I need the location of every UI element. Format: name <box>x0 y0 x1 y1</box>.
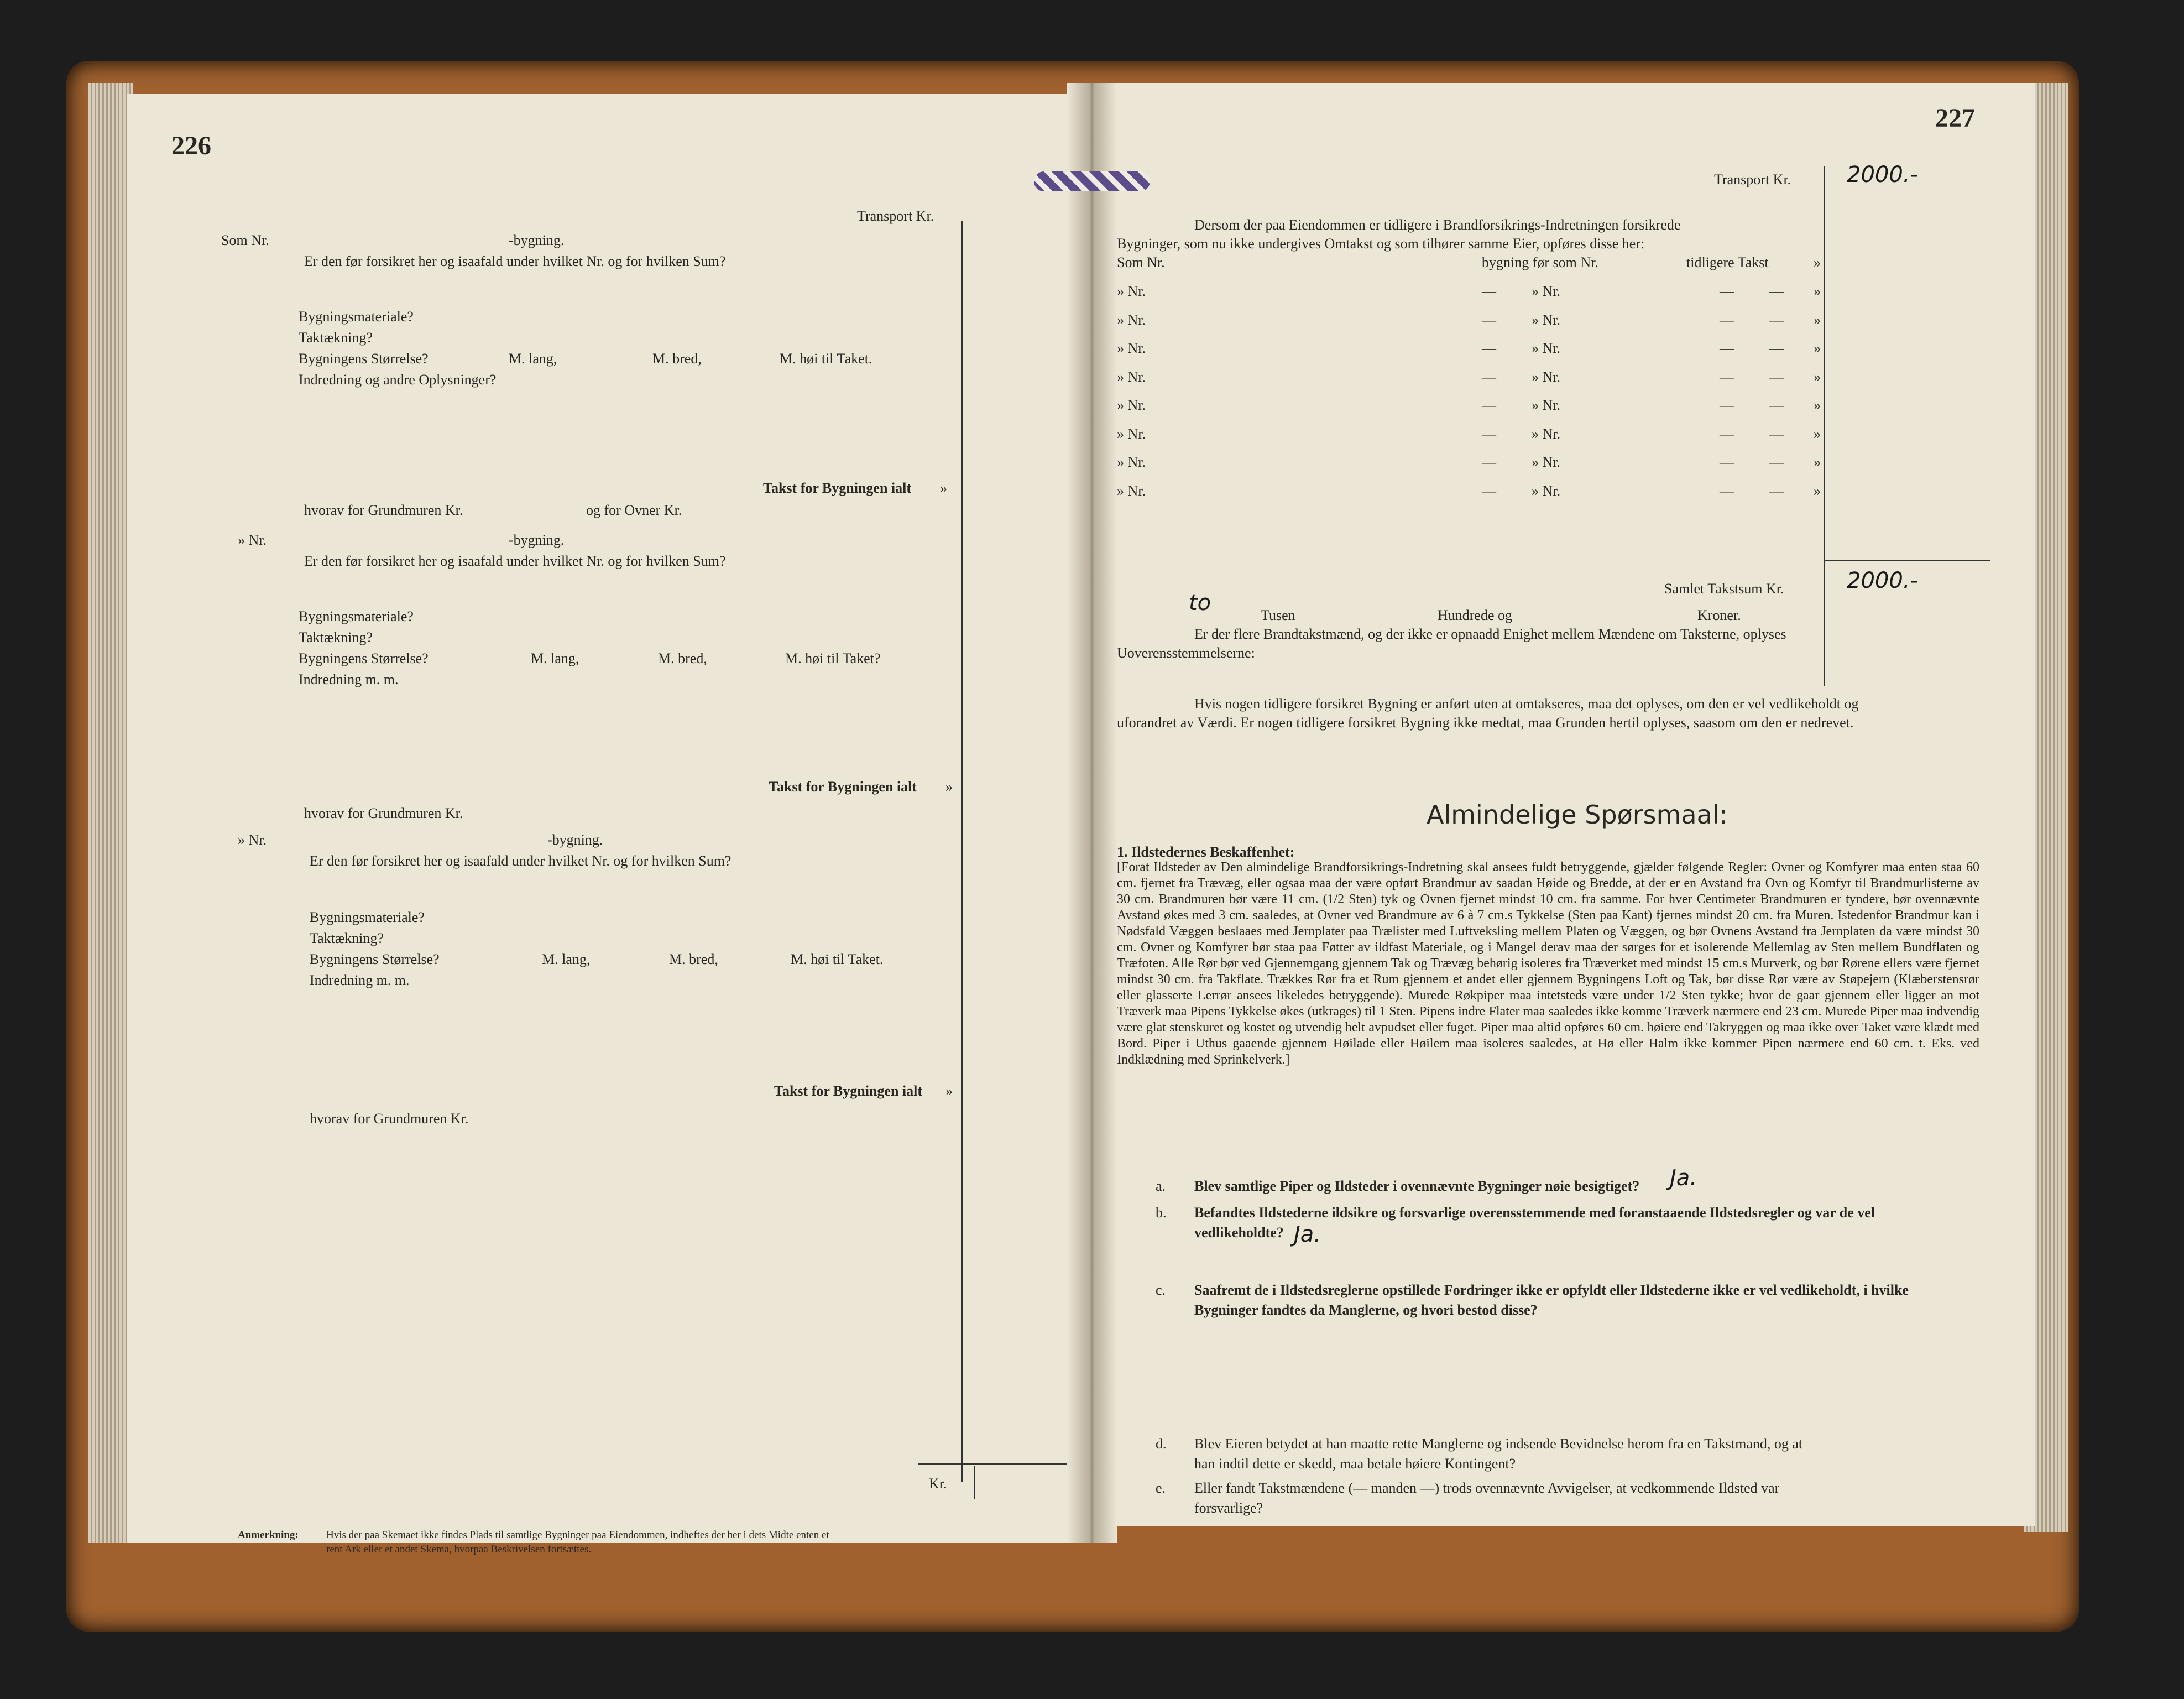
row-dash-3: — <box>1769 283 1784 299</box>
entry3-height: M. høi til Taket. <box>791 951 884 967</box>
entry2-material: Bygningsmateriale? <box>299 608 414 624</box>
samlet-rule <box>1825 560 1990 561</box>
row-dash-3: — <box>1769 368 1784 385</box>
row-nr-2: » Nr. <box>1532 454 1560 470</box>
row-nr: » Nr. <box>1117 368 1146 385</box>
entry2-roof: Taktækning? <box>299 629 373 645</box>
qa-label: a. <box>1156 1178 1166 1194</box>
qe-line2: forsvarlige? <box>1194 1500 1263 1516</box>
kr-total-label: Kr. <box>929 1476 947 1492</box>
row-nr: » Nr. <box>1117 283 1146 299</box>
row-dash-2: — <box>1720 482 1734 499</box>
qc-line1: Saafremt de i Ildstedsreglerne opstillede Fordringer ikke er opfyldt eller Ildstederne ikke er vel vedlikeholdt, i hvilke <box>1194 1282 1909 1298</box>
left-page <box>127 94 1089 1555</box>
row-nr: » Nr. <box>1117 425 1146 442</box>
row-dash-1: — <box>1482 397 1496 413</box>
row-dash-2: — <box>1720 283 1734 299</box>
sum-column-rule-2 <box>974 1466 975 1499</box>
entry1-takst: Takst for Bygningen ialt <box>763 480 912 496</box>
row-nr: » Nr. <box>1117 311 1146 328</box>
row-dash-2: — <box>1720 454 1734 470</box>
entry2-height: M. høi til Taket? <box>785 650 881 666</box>
q1-rules-text: [Forat Ildsteder av Den almindelige Brandforsikrings-Indretning skal ansees fuldt betryggende, gjælder følgende Regler: Ovner og Komfyrer maa enten staa 60 cm. fjernet fra Trævæg, eller ogsaa maa der være opført Brandmur av saadan Høide og Bredde, at der er en Avstand fra Ovn og Komfyr til Brandmurlisterne av 30 cm. Brandmuren bør være 11 cm. (1/2 Sten) tyk og Ovnen fjernet mindst 10 cm. fra samme. For hver Centimeter Brandmuren er tyndere, bør ovennævnte Avstand økes med 3 cm. saaledes, at Ovner ved Brandmure av 6 à 7 cm.s Tykkelse (Sten paa Kant) fjernes mindst 20 cm. fra Muren. Istedenfor Brandmur kan i Nødsfald Væggen beslaaes med Jernplater paa Trælister med Luftveksling mellem Platen og Væggen, og bør Ovnens Avstand fra Jernplaten da være mindst 30 cm. Ovner og Komfyrer bør staa paa Føtter av ildfast Materiale, og i Mangel derav maa der sørges for et isolerende Mellemlag av Sten mellem Bundflaten og Træfoten. Alle Rør bør ved Gjennemgang gjennem Tak og Trævæg behørig isoleres fra Træverket med mindst 15 cm.s Murverk, og bør Rørene ellers være fjernet mindst 30 cm. fra Takflate. Trækkes Rør fra et Rum gjennem et andet eller gjennem Bygningens Loft og Tak, bør disse Rør være av Støpejern (Klæberstensrør eller glasserte Lerrør ansees likeledes betryggende). Murede Røkpiper maa intetsteds være under 1/2 Sten tykke; hvor de gaar gjennem eller ligger an mot Træverk maa Pipens Tykkelse økes (utkrages) til 1 Sten. Pipens indre Flater maa saaledes ikke komme Træverk nærmere end 23 cm. Murede Piper maa indvendig være glat stenskuret og kostet og utvendig helt avpudset eller fuget. Piper maa altid opføres 60 cm. høiere end Takryggen og maa ikke over Taket være klædt med Bord. Piper i Uthus gaaende gjennem Høilade eller Høilem maa isoleres saaledes, at Hø eller Halm ikke kommer Pipen nærmere end 60 cm. t. Eks. ved Indklædning med Sprinkelverk.] <box>1117 860 1979 1067</box>
samlet-label: Samlet Takstsum Kr. <box>1664 581 1784 597</box>
entry1-takst-arrow: » <box>940 480 947 496</box>
row-nr-2: » Nr. <box>1532 397 1560 413</box>
row-nr: » Nr. <box>1117 340 1146 356</box>
tusen-label: Tusen <box>1261 607 1295 623</box>
entry2-bygning: -bygning. <box>509 532 565 548</box>
hundrede-label: Hundrede og <box>1438 607 1513 623</box>
intro-line2: Bygninger, som nu ikke undergives Omtakst og som tilhører samme Eier, opføres disse her: <box>1117 236 1645 252</box>
row-takst-arrow: » <box>1814 254 1821 270</box>
entry3-question: Er den før forsikret her og isaafald under hvilket Nr. og for hvilken Sum? <box>310 853 732 869</box>
row-dash-2: — <box>1720 340 1734 356</box>
section-heading: Almindelige Spørsmaal: <box>1427 800 1728 830</box>
qb-line1: Befandtes Ildstederne ildsikre og forsvarlige overensstemmende med foranstaaende Ildstedsregler og var de vel <box>1194 1205 1875 1221</box>
row-arrow: » <box>1814 340 1821 356</box>
intro-line1: Dersom der paa Eiendommen er tidligere i Brandforsikrings-Indretningen forsikrede <box>1194 217 1681 233</box>
qd-line2: han indtil dette er skedd, maa betale høiere Kontingent? <box>1194 1456 1516 1472</box>
flere-line1: Er der flere Brandtakstmænd, og der ikke er opnaadd Enighet mellem Mændene om Taksterne, oplyses <box>1194 626 1786 642</box>
flere-line2: Uoverensstemmelserne: <box>1117 645 1255 661</box>
sum-column-rule <box>961 221 963 1482</box>
tusen-hw: to <box>1189 590 1211 616</box>
entry2-length: M. lang, <box>531 650 579 666</box>
anmerkning-label: Anmerkning: <box>238 1529 299 1541</box>
transport-label-right: Transport Kr. <box>1714 171 1791 187</box>
entry2-takst: Takst for Bygningen ialt <box>769 779 917 795</box>
row-arrow: » <box>1814 283 1821 299</box>
row-dash-1: — <box>1482 482 1496 499</box>
row-nr-2: » Nr. <box>1532 482 1560 499</box>
samlet-value: 2000.- <box>1847 568 1918 593</box>
qe-line1: Eller fandt Takstmændene (— manden —) trods ovennævnte Avvigelser, at vedkommende Ildsted var <box>1194 1480 1780 1496</box>
row-bygning-for: bygning før som Nr. <box>1482 254 1598 270</box>
row-nr-2: » Nr. <box>1532 340 1560 356</box>
entry1-height: M. høi til Taket. <box>780 351 872 367</box>
row-nr-2: » Nr. <box>1532 283 1560 299</box>
row-dash-2: — <box>1720 425 1734 442</box>
entry3-interior: Indredning m. m. <box>310 972 410 988</box>
row-arrow: » <box>1814 482 1821 499</box>
row-arrow: » <box>1814 368 1821 385</box>
row-dash-1: — <box>1482 283 1496 299</box>
anmerkning-line1: Hvis der paa Skemaet ikke findes Plads til samtlige Bygninger paa Eiendommen, indheftes der her i dets Midte enten et <box>326 1529 829 1541</box>
qe-label: e. <box>1156 1480 1166 1496</box>
kr-total-rule <box>918 1463 1067 1465</box>
hvis-line2: uforandret av Værdi. Er nogen tidligere forsikret Bygning ikke medtat, maa Grunden hertil oplyses, saasom om den er nedrevet. <box>1117 715 1854 731</box>
qb-line2: vedlikeholdte? <box>1194 1224 1284 1241</box>
book-gutter <box>1067 83 1117 1543</box>
page-number-left: 226 <box>171 131 211 160</box>
row-dash-3: — <box>1769 454 1784 470</box>
qa-text: Blev samtlige Piper og Ildsteder i ovennævnte Bygninger nøie besigtiget? <box>1194 1178 1640 1194</box>
qb-label: b. <box>1156 1205 1167 1221</box>
row-arrow: » <box>1814 425 1821 442</box>
entry1-ovner: og for Ovner Kr. <box>586 502 682 518</box>
row-arrow: » <box>1814 397 1821 413</box>
transport-label-left: Transport Kr. <box>857 208 934 224</box>
q1-label: 1. Ildstedernes Beskaffenhet: <box>1117 844 1295 860</box>
row-dash-1: — <box>1482 368 1496 385</box>
entry2-size: Bygningens Størrelse? <box>299 650 429 666</box>
row-nr-2: » Nr. <box>1532 425 1560 442</box>
page-edges-left <box>88 83 133 1543</box>
row-nr: » Nr. <box>1117 454 1146 470</box>
row-arrow: » <box>1814 311 1821 328</box>
row-dash-2: — <box>1720 368 1734 385</box>
qd-label: d. <box>1156 1436 1167 1452</box>
entry3-material: Bygningsmateriale? <box>310 909 425 925</box>
entry3-takst: Takst for Bygningen ialt <box>774 1083 923 1099</box>
row-nr-2: » Nr. <box>1532 368 1560 385</box>
anmerkning-line2: rent Ark eller et andet Skema, hvorpaa Beskrivelsen fortsættes. <box>326 1544 592 1555</box>
entry1-roof: Taktækning? <box>299 330 373 346</box>
right-page <box>1095 83 2035 1526</box>
entry3-takst-arrow: » <box>945 1083 953 1099</box>
entry2-interior: Indredning m. m. <box>299 671 399 687</box>
row-nr: » Nr. <box>1117 482 1146 499</box>
entry3-roof: Taktækning? <box>310 930 384 946</box>
row-dash-3: — <box>1769 340 1784 356</box>
entry3-som: » Nr. <box>238 832 267 848</box>
entry3-length: M. lang, <box>542 951 591 967</box>
entry1-hvorav: hvorav for Grundmuren Kr. <box>304 502 463 518</box>
row-dash-1: — <box>1482 425 1496 442</box>
row-som: Som Nr. <box>1117 254 1165 270</box>
row-tidligere-takst: tidligere Takst <box>1686 254 1769 270</box>
row-dash-3: — <box>1769 482 1784 499</box>
entry3-size: Bygningens Størrelse? <box>310 951 440 967</box>
row-dash-1: — <box>1482 454 1496 470</box>
page-number-right: 227 <box>1935 103 1975 133</box>
row-nr-2: » Nr. <box>1532 311 1560 328</box>
qd-line1: Blev Eieren betydet at han maatte rette Manglerne og indsende Bevidnelse herom fra en Takstmand, og at <box>1194 1436 1803 1452</box>
entry1-size: Bygningens Størrelse? <box>299 351 429 367</box>
row-dash-1: — <box>1482 311 1496 328</box>
hvis-line1: Hvis nogen tidligere forsikret Bygning er anført uten at omtakseres, maa det oplyses, om den er vel vedlikeholdt og <box>1194 696 1859 712</box>
row-dash-2: — <box>1720 397 1734 413</box>
entry1-question: Er den før forsikret her og isaafald under hvilket Nr. og for hvilken Sum? <box>304 253 726 269</box>
row-dash-1: — <box>1482 340 1496 356</box>
entry3-hvorav: hvorav for Grundmuren Kr. <box>310 1111 469 1127</box>
entry1-width: M. bred, <box>652 351 702 367</box>
entry2-som: » Nr. <box>238 532 267 548</box>
row-dash-3: — <box>1769 425 1784 442</box>
entry1-length: M. lang, <box>509 351 557 367</box>
right-sum-column-rule <box>1824 166 1825 686</box>
row-dash-3: — <box>1769 311 1784 328</box>
qc-line2: Bygninger fandtes da Manglerne, og hvori bestod disse? <box>1194 1302 1538 1318</box>
entry1-interior: Indredning og andre Oplysninger? <box>299 372 497 388</box>
entry2-width: M. bred, <box>658 650 707 666</box>
row-arrow: » <box>1814 454 1821 470</box>
row-dash-3: — <box>1769 397 1784 413</box>
row-nr: » Nr. <box>1117 397 1146 413</box>
entry1-bygning: -bygning. <box>509 232 565 248</box>
kroner-label: Kroner. <box>1697 607 1741 623</box>
qc-label: c. <box>1156 1282 1166 1298</box>
entry2-hvorav: hvorav for Grundmuren Kr. <box>304 805 463 821</box>
qb-answer: Ja. <box>1294 1222 1321 1247</box>
entry1-material: Bygningsmateriale? <box>299 309 414 325</box>
transport-value-right: 2000.- <box>1847 162 1918 187</box>
entry3-width: M. bred, <box>669 951 718 967</box>
qa-answer: Ja. <box>1670 1165 1697 1191</box>
row-dash-2: — <box>1720 311 1734 328</box>
entry1-som: Som Nr. <box>221 232 269 248</box>
entry2-question: Er den før forsikret her og isaafald under hvilket Nr. og for hvilken Sum? <box>304 553 726 569</box>
bookmark-ribbon <box>1034 171 1150 191</box>
entry3-bygning: -bygning. <box>547 832 603 848</box>
entry2-takst-arrow: » <box>945 779 953 795</box>
